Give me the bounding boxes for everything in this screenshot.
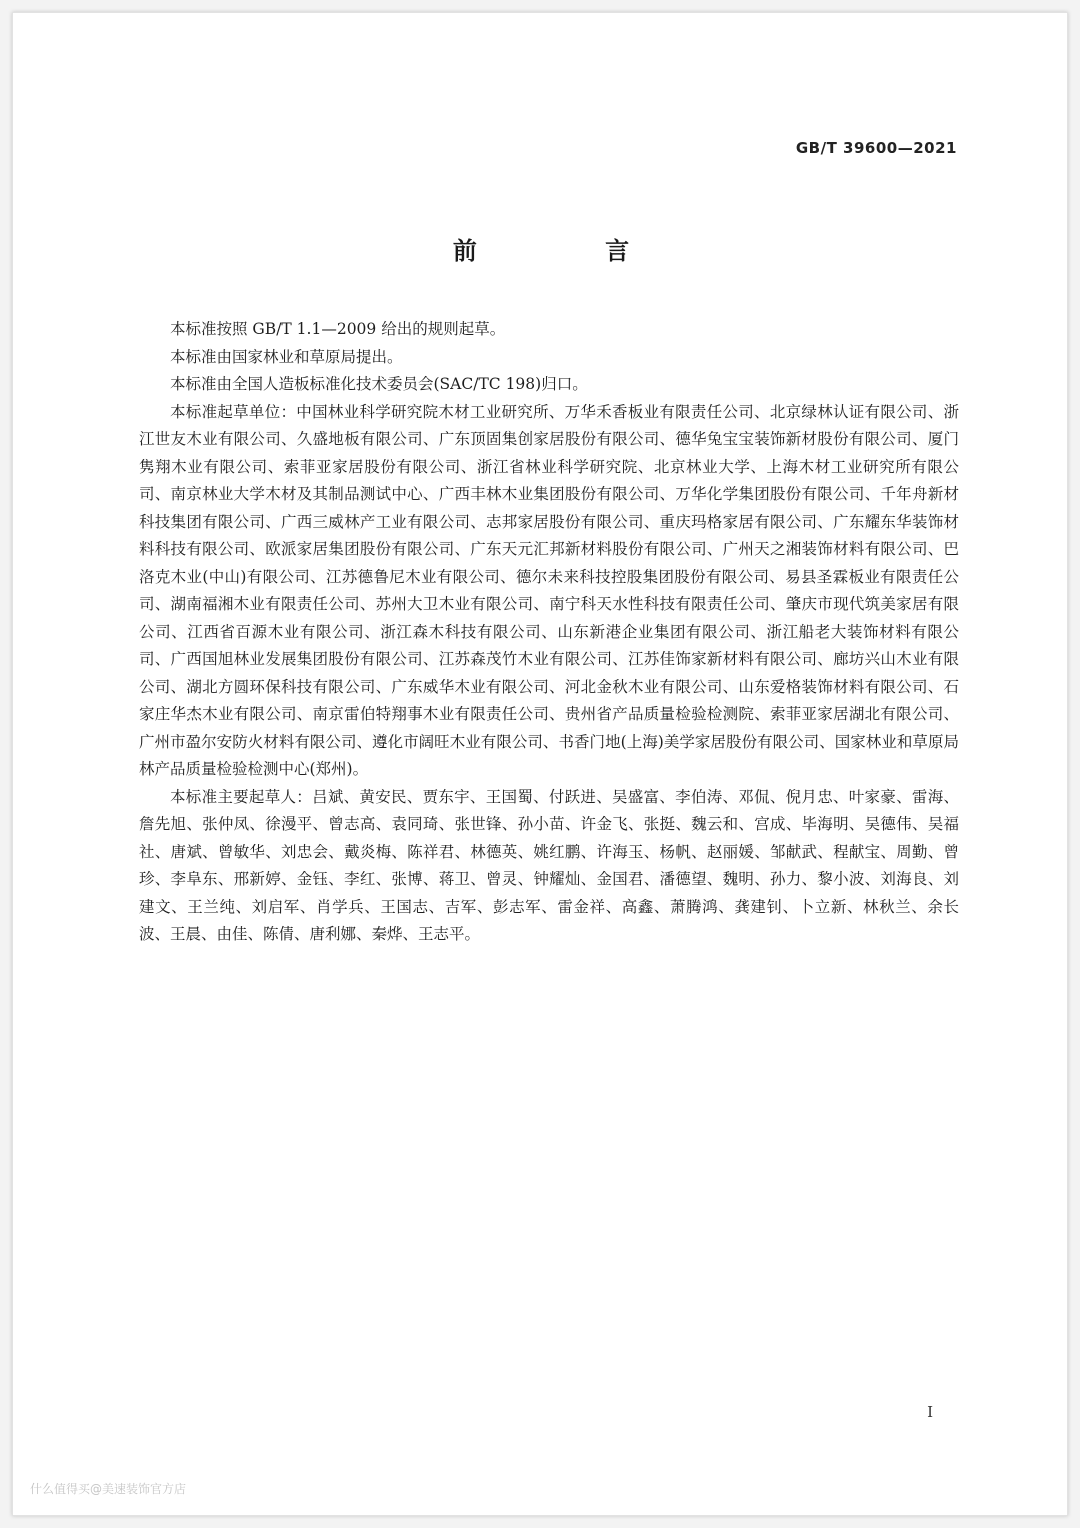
page-number: I bbox=[927, 1403, 933, 1421]
page-title: 前 言 bbox=[452, 237, 690, 265]
document-page bbox=[12, 12, 1068, 1516]
paragraph-proposed-by: 本标准由国家林业和草原局提出。 bbox=[170, 347, 403, 366]
paragraph-drafting-units: 本标准起草单位：中国林业科学研究院木材工业研究所、万华禾香板业有限责任公司、北京绿林认证有限公司、浙江世友木业有限公司、久盛地板有限公司、广东顶固集创家居股份有限公司、德华兔宝宝装饰新材股份有限公司、厦门隽翔木业有限公司、索菲亚家居股份有限公司、浙江省林业科学研究院、北京林业大学、上海木材工业研究所有限公司、南京林业大学木材及其制品测试中心、广西丰林木业集团股份有限公司、万华化学集团股份有限公司、千年舟新材科技集团有限公司、广西三威林产工业有限公司、志邦家居股份有限公司、重庆玛格家居有限公司、广东耀东华装饰材料科技有限公司、欧派家居集团股份有限公司、广东天元汇邦新材料股份有限公司、广州天之湘装饰材料有限公司、巴洛克木业(中山)有限公司、江苏德鲁尼木业有限公司、德尔未来科技控股集团股份有限公司、易县圣霖板业有限责任公司、湖南福湘木业有限责任公司、苏州大卫木业有限公司、南宁科天水性科技有限责任公司、肇庆市现代筑美家居有限公司、江西省百源木业有限公司、浙江森木科技有限公司、山东新港企业集团有限公司、浙江船老大装饰材料有限公司、广西国旭林业发展集团股份有限公司、江苏森茂竹木业有限公司、江苏佳饰家新材料有限公司、廊坊兴山木业有限公司、湖北方圆环保科技有限公司、广东威华木业有限公司、河北金秋木业有限公司、山东爱格装饰材料有限公司、石家庄华杰木业有限公司、南京雷伯特翔事木业有限责任公司、贵州省产品质量检验检测院、索菲亚家居湖北有限公司、广州市盈尔安防火材料有限公司、遵化市阔旺木业有限公司、书香门地(上海)美学家居股份有限公司、国家林业和草原局林产品质量检验检测中心(郑州)。 bbox=[139, 402, 959, 778]
paragraph-under-jurisdiction: 本标准由全国人造板标准化技术委员会(SAC/TC 198)归口。 bbox=[170, 375, 588, 393]
standard-code: GB/T 39600—2021 bbox=[795, 139, 957, 157]
watermark: 什么值得买@美速装饰官方店 bbox=[30, 1482, 187, 1496]
paragraph-drafting-rules: 本标准按照 GB/T 1.1—2009 给出的规则起草。 bbox=[170, 320, 506, 338]
paragraph-main-drafters: 本标准主要起草人：吕斌、黄安民、贾东宇、王国蜀、付跃进、吴盛富、李伯涛、邓侃、倪月忠、叶家豪、雷海、詹先旭、张仲凤、徐漫平、曾志高、袁同琦、张世锋、孙小苗、许金飞、张挺、魏云和、宫成、毕海明、吴德伟、吴福社、唐斌、曾敏华、刘忠会、戴炎梅、陈祥君、林德英、姚红鹏、许海玉、杨帆、赵丽媛、邹献武、程献宝、周勤、曾珍、李阜东、邢新婷、金钰、李红、张博、蒋卫、曾灵、钟耀灿、金国君、潘德望、魏明、孙力、黎小波、刘海良、刘建文、王兰纯、刘启军、肖学兵、王国志、吉军、彭志军、雷金祥、高鑫、萧腾鸿、龚建钊、卜立新、林秋兰、余长波、王晨、由佳、陈倩、唐利娜、秦烨、王志平。 bbox=[139, 787, 959, 943]
foreword-body bbox=[139, 316, 959, 949]
